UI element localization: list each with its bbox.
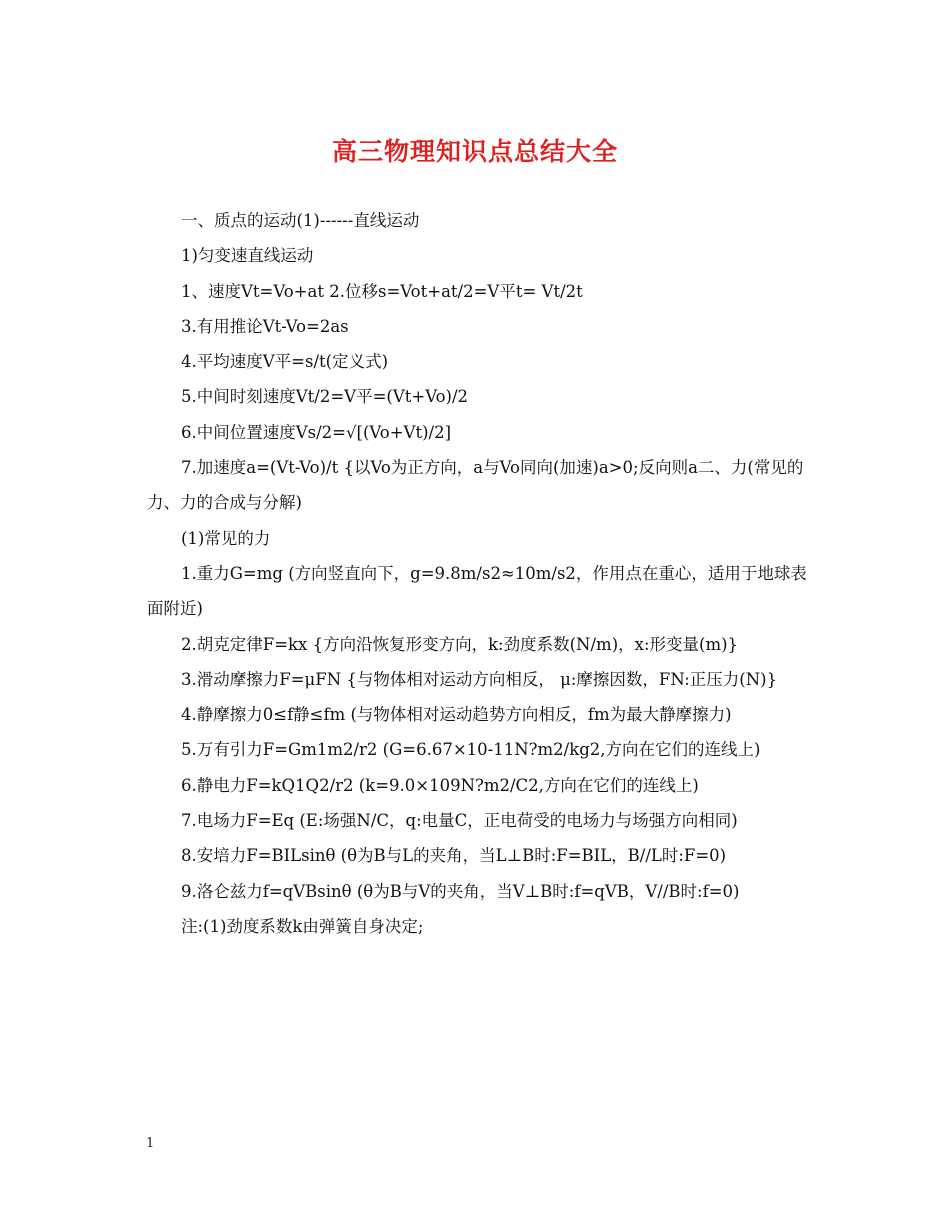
paragraph: 9.洛仑兹力f=qVBsinθ (θ为B与V的夹角，当V⊥B时:f=qVB，V//B时:f=0) [181, 881, 740, 901]
paragraph: 7.加速度a=(Vt-Vo)/t {以Vo为正方向，a与Vo同向(加速)a>0;反向则a二、力(常见的力、力的合成与分解) [147, 458, 804, 513]
paragraph: 8.安培力F=BILsinθ (θ为B与L的夹角，当L⊥B时:F=BIL，B//L时:F=0) [181, 846, 727, 866]
paragraph: 1、速度Vt=Vo+at 2.位移s=Vot+at/2=V平t= Vt/2t [181, 281, 583, 301]
document-title: 高三物理知识点总结大全 [331, 137, 618, 166]
document-body [147, 203, 807, 944]
paragraph: 一、质点的运动(1)------直线运动 [181, 211, 420, 230]
paragraph: 2.胡克定律F=kx {方向沿恢复形变方向，k:劲度系数(N/m)，x:形变量(m)} [181, 634, 739, 654]
paragraph: 6.静电力F=kQ1Q2/r2 (k=9.0×109N?m2/C2,方向在它们的连线上) [181, 775, 699, 795]
paragraph: 1)匀变速直线运动 [181, 246, 314, 266]
paragraph: 3.滑动摩擦力F=μFN {与物体相对运动方向相反， μ:摩擦因数，FN:正压力(N)} [181, 669, 778, 689]
paragraph: 5.中间时刻速度Vt/2=V平=(Vt+Vo)/2 [181, 387, 469, 407]
paragraph: 6.中间位置速度Vs/2=√[(Vo+Vt)/2] [181, 422, 452, 442]
paragraph: 4.静摩擦力0≤f静≤fm (与物体相对运动趋势方向相反，fm为最大静摩擦力) [181, 705, 732, 725]
paragraph: 7.电场力F=Eq (E:场强N/C，q:电量C，正电荷受的电场力与场强方向相同) [181, 811, 738, 831]
paragraph: 1.重力G=mg (方向竖直向下，g=9.8m/s2≈10m/s2，作用点在重心，适用于地球表面附近) [147, 563, 807, 619]
paragraph: 5.万有引力F=Gm1m2/r2 (G=6.67×10-11N?m2/kg2,方向在它们的连线上) [181, 740, 761, 760]
paragraph: 4.平均速度V平=s/t(定义式) [181, 352, 389, 372]
paragraph: 3.有用推论Vt-Vo=2as [181, 316, 349, 336]
page-number: 1 [146, 1136, 155, 1151]
paragraph: 注:(1)劲度系数k由弹簧自身决定; [181, 916, 424, 936]
paragraph: (1)常见的力 [181, 528, 271, 548]
